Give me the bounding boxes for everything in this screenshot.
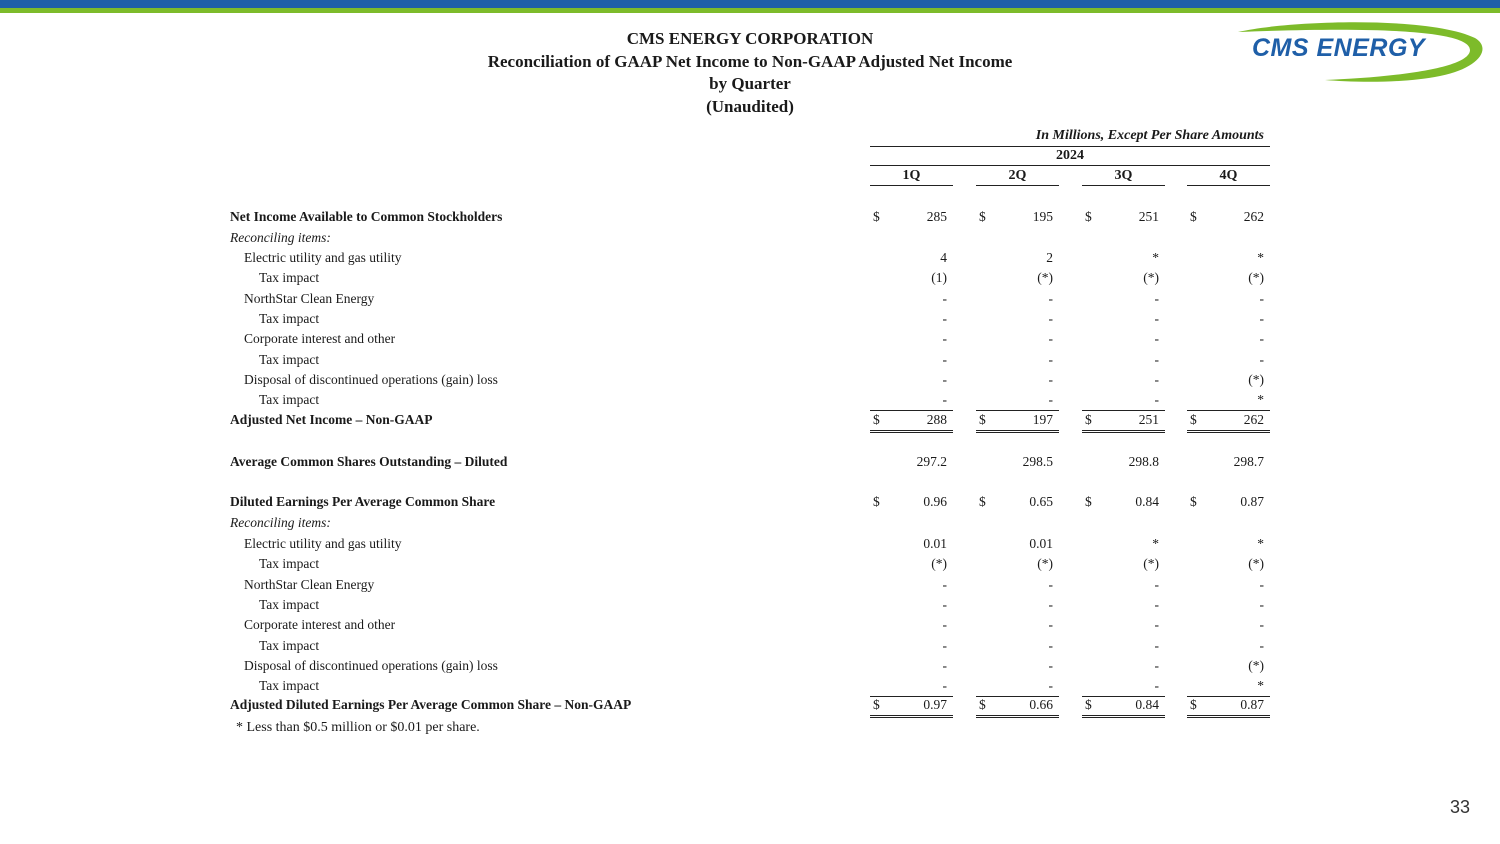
- cell-value: -: [1154, 678, 1159, 694]
- value-cell: [1082, 556, 1165, 574]
- cell-value: 298.8: [1128, 454, 1159, 469]
- cell-value: *: [1257, 392, 1264, 408]
- cell-value: -: [1048, 290, 1053, 306]
- eps-item-row: [230, 617, 1275, 637]
- value-cell: [976, 617, 1059, 635]
- cell-value: -: [1048, 576, 1053, 592]
- value-cell: [1082, 209, 1165, 227]
- cell-value: 0.01: [1029, 536, 1053, 551]
- value-cell: [976, 412, 1059, 433]
- row-label: Net Income Available to Common Stockholders: [230, 209, 503, 224]
- row-label: Tax impact: [259, 637, 320, 653]
- value-cell: [870, 311, 953, 329]
- value-cell: [1082, 291, 1165, 309]
- cell-value: -: [1048, 657, 1053, 673]
- cell-value: *: [1257, 536, 1264, 551]
- value-cell: [1187, 697, 1270, 718]
- row-label: Tax impact: [259, 270, 320, 286]
- adjusted-eps-row: [230, 697, 1275, 717]
- currency-symbol: $: [1085, 494, 1092, 509]
- cell-value: 4: [940, 250, 947, 265]
- report-header: [400, 28, 1100, 118]
- row-label: Tax impact: [259, 392, 320, 408]
- cell-value: (*): [1037, 270, 1053, 286]
- cell-value: 0.97: [923, 697, 947, 712]
- value-cell: [1187, 658, 1270, 676]
- cell-value: (*): [1143, 270, 1159, 286]
- value-cell: [976, 311, 1059, 329]
- row-label: Reconciling items:: [230, 515, 331, 530]
- cell-value: 262: [1243, 412, 1264, 427]
- cell-value: -: [1154, 371, 1159, 387]
- avg-shares-row: [230, 454, 1275, 474]
- reconciling-items-label: [230, 515, 1275, 535]
- eps-item-row: [230, 597, 1275, 617]
- cell-value: (1): [931, 270, 947, 286]
- cell-value: -: [1154, 392, 1159, 408]
- value-cell: [1187, 494, 1270, 512]
- value-cell: [1187, 331, 1270, 349]
- currency-symbol: $: [1190, 697, 1197, 712]
- income-item-row: [230, 270, 1275, 290]
- row-label: Tax impact: [259, 556, 320, 572]
- net-income-row: [230, 209, 1275, 229]
- eps-item-row: [230, 678, 1275, 698]
- value-cell: [870, 697, 953, 718]
- cell-value: -: [942, 290, 947, 306]
- value-cell: [870, 352, 953, 370]
- cell-value: -: [942, 596, 947, 612]
- currency-symbol: $: [979, 494, 986, 509]
- value-cell: [976, 209, 1059, 227]
- value-cell: [870, 331, 953, 349]
- currency-symbol: $: [979, 697, 986, 712]
- value-cell: [1187, 577, 1270, 595]
- cell-value: -: [942, 310, 947, 326]
- cell-value: 251: [1138, 209, 1159, 224]
- value-cell: [1187, 250, 1270, 268]
- value-cell: [1187, 454, 1270, 472]
- top-bar-blue: [0, 0, 1500, 8]
- value-cell: [976, 291, 1059, 309]
- currency-symbol: $: [873, 209, 880, 224]
- value-cell: [1082, 536, 1165, 554]
- value-cell: [870, 412, 953, 433]
- cell-value: 197: [1032, 412, 1053, 427]
- logo-text: CMS ENERGY: [1252, 34, 1426, 62]
- cell-value: -: [1259, 596, 1264, 612]
- eps-item-row: [230, 536, 1275, 556]
- cell-value: 298.7: [1233, 454, 1264, 469]
- value-cell: [870, 577, 953, 595]
- row-label: Average Common Shares Outstanding – Diluted: [230, 454, 508, 469]
- value-cell: [1187, 597, 1270, 615]
- quarter-header-3q: 3Q: [1082, 168, 1165, 186]
- value-cell: [976, 352, 1059, 370]
- cell-value: -: [942, 392, 947, 408]
- cell-value: -: [1154, 657, 1159, 673]
- value-cell: [1082, 392, 1165, 411]
- value-cell: [870, 597, 953, 615]
- company-name: CMS ENERGY CORPORATION: [626, 29, 874, 48]
- cell-value: 288: [926, 412, 947, 427]
- cell-value: -: [1154, 351, 1159, 367]
- currency-symbol: $: [1190, 412, 1197, 427]
- income-item-row: [230, 250, 1275, 270]
- row-label: NorthStar Clean Energy: [244, 576, 375, 592]
- currency-symbol: $: [873, 697, 880, 712]
- value-cell: [1082, 597, 1165, 615]
- row-label: Tax impact: [259, 596, 320, 612]
- value-cell: [1187, 617, 1270, 635]
- value-cell: [1082, 250, 1165, 268]
- cell-value: (*): [1248, 657, 1264, 673]
- value-cell: [870, 270, 953, 288]
- value-cell: [1082, 577, 1165, 595]
- row-label: Reconciling items:: [230, 230, 331, 245]
- currency-symbol: $: [873, 494, 880, 509]
- value-cell: [870, 250, 953, 268]
- cell-value: 0.84: [1135, 494, 1159, 509]
- currency-symbol: $: [979, 209, 986, 224]
- cell-value: 262: [1243, 209, 1264, 224]
- row-label: Tax impact: [259, 678, 320, 694]
- value-cell: [1187, 372, 1270, 390]
- cell-value: (*): [931, 556, 947, 572]
- row-label: Adjusted Net Income – Non-GAAP: [230, 412, 433, 427]
- value-cell: [976, 597, 1059, 615]
- cell-value: -: [1154, 310, 1159, 326]
- value-cell: [1187, 352, 1270, 370]
- cell-value: (*): [1248, 270, 1264, 286]
- value-cell: [870, 556, 953, 574]
- cell-value: -: [1048, 617, 1053, 633]
- row-label: Adjusted Diluted Earnings Per Average Common Share – Non-GAAP: [230, 697, 632, 712]
- cell-value: (*): [1037, 556, 1053, 572]
- row-label: Electric utility and gas utility: [244, 250, 402, 265]
- cell-value: 298.5: [1022, 454, 1053, 469]
- value-cell: [1082, 638, 1165, 656]
- value-cell: [870, 617, 953, 635]
- value-cell: [1187, 291, 1270, 309]
- cell-value: -: [1259, 310, 1264, 326]
- value-cell: [1082, 270, 1165, 288]
- value-cell: [870, 454, 953, 472]
- value-cell: [976, 494, 1059, 512]
- cell-value: -: [942, 617, 947, 633]
- currency-symbol: $: [1085, 209, 1092, 224]
- report-title: Reconciliation of GAAP Net Income to Non-GAAP Adjusted Net Income: [487, 51, 1013, 71]
- eps-item-row: [230, 638, 1275, 658]
- cell-value: 285: [926, 209, 947, 224]
- cell-value: -: [1154, 576, 1159, 592]
- value-cell: [976, 658, 1059, 676]
- cell-value: -: [1259, 576, 1264, 592]
- cell-value: -: [1259, 331, 1264, 347]
- quarter-header-4q: 4Q: [1187, 168, 1270, 186]
- cell-value: *: [1152, 250, 1159, 265]
- value-cell: [1082, 617, 1165, 635]
- value-cell: [870, 209, 953, 227]
- cell-value: -: [1259, 637, 1264, 653]
- value-cell: [1082, 678, 1165, 697]
- cell-value: 0.96: [923, 494, 947, 509]
- value-cell: [976, 250, 1059, 268]
- cell-value: (*): [1143, 556, 1159, 572]
- quarter-header-2q: 2Q: [976, 168, 1059, 186]
- value-cell: [1082, 494, 1165, 512]
- cell-value: -: [1259, 290, 1264, 306]
- value-cell: [976, 678, 1059, 697]
- cell-value: -: [1048, 310, 1053, 326]
- currency-symbol: $: [1190, 494, 1197, 509]
- row-label: Disposal of discontinued operations (gain) loss: [244, 371, 498, 387]
- value-cell: [870, 494, 953, 512]
- cell-value: 0.65: [1029, 494, 1053, 509]
- row-label: Disposal of discontinued operations (gain) loss: [244, 657, 498, 673]
- cell-value: -: [1259, 351, 1264, 367]
- eps-item-row: [230, 658, 1275, 678]
- value-cell: [870, 536, 953, 554]
- value-cell: [1187, 412, 1270, 433]
- cell-value: 0.66: [1029, 697, 1053, 712]
- page-number: 33: [1450, 797, 1471, 817]
- value-cell: [976, 556, 1059, 574]
- cell-value: -: [942, 371, 947, 387]
- currency-symbol: $: [1085, 697, 1092, 712]
- value-cell: [1187, 311, 1270, 329]
- quarter-header-1q: 1Q: [870, 168, 953, 186]
- cell-value: -: [942, 657, 947, 673]
- value-cell: [1082, 412, 1165, 433]
- cell-value: *: [1257, 250, 1264, 265]
- units-rule: [870, 146, 1270, 147]
- cell-value: 0.87: [1240, 494, 1264, 509]
- year-label: 2024: [1056, 148, 1084, 163]
- value-cell: [976, 697, 1059, 718]
- row-label: Diluted Earnings Per Average Common Share: [230, 494, 496, 509]
- income-item-row: [230, 392, 1275, 412]
- value-cell: [1082, 372, 1165, 390]
- cell-value: (*): [1248, 371, 1264, 387]
- report-note: (Unaudited): [706, 96, 794, 116]
- cell-value: 0.84: [1135, 697, 1159, 712]
- adjusted-net-income-row: [230, 412, 1275, 432]
- value-cell: [976, 577, 1059, 595]
- income-item-row: [230, 372, 1275, 392]
- cell-value: -: [942, 331, 947, 347]
- value-cell: [1187, 536, 1270, 554]
- value-cell: [1082, 311, 1165, 329]
- value-cell: [976, 270, 1059, 288]
- income-item-row: [230, 331, 1275, 351]
- value-cell: [1082, 352, 1165, 370]
- cell-value: 251: [1138, 412, 1159, 427]
- value-cell: [1187, 638, 1270, 656]
- income-item-row: [230, 311, 1275, 331]
- year-rule: [870, 165, 1270, 166]
- eps-item-row: [230, 577, 1275, 597]
- cell-value: -: [942, 678, 947, 694]
- cell-value: -: [1048, 392, 1053, 408]
- value-cell: [1082, 331, 1165, 349]
- row-label: Tax impact: [259, 310, 320, 326]
- value-cell: [870, 291, 953, 309]
- currency-symbol: $: [873, 412, 880, 427]
- value-cell: [1187, 556, 1270, 574]
- value-cell: [1187, 392, 1270, 411]
- value-cell: [1082, 658, 1165, 676]
- reconciling-items-label: [230, 230, 1275, 250]
- row-label: Tax impact: [259, 351, 320, 367]
- cell-value: 297.2: [916, 454, 947, 469]
- cell-value: -: [1048, 637, 1053, 653]
- value-cell: [870, 392, 953, 411]
- eps-item-row: [230, 556, 1275, 576]
- top-bar-green: [0, 8, 1500, 13]
- cell-value: -: [1154, 331, 1159, 347]
- cell-value: 2: [1046, 250, 1053, 265]
- value-cell: [1187, 678, 1270, 697]
- report-subtitle: by Quarter: [709, 74, 791, 93]
- row-label: NorthStar Clean Energy: [244, 290, 375, 306]
- cell-value: 0.01: [923, 536, 947, 551]
- footnote: * Less than $0.5 million or $0.01 per share.: [236, 720, 480, 735]
- value-cell: [870, 678, 953, 697]
- value-cell: [976, 638, 1059, 656]
- diluted-eps-row: [230, 494, 1275, 514]
- cell-value: -: [1154, 290, 1159, 306]
- cell-value: (*): [1248, 556, 1264, 572]
- value-cell: [976, 372, 1059, 390]
- value-cell: [976, 331, 1059, 349]
- currency-symbol: $: [979, 412, 986, 427]
- cell-value: -: [942, 637, 947, 653]
- cell-value: -: [1048, 596, 1053, 612]
- cell-value: 0.87: [1240, 697, 1264, 712]
- cell-value: 195: [1032, 209, 1053, 224]
- cell-value: -: [1154, 596, 1159, 612]
- income-item-row: [230, 352, 1275, 372]
- value-cell: [1082, 697, 1165, 718]
- income-item-row: [230, 291, 1275, 311]
- cms-energy-logo: [1230, 18, 1488, 84]
- cell-value: -: [1048, 371, 1053, 387]
- value-cell: [976, 536, 1059, 554]
- value-cell: [1082, 454, 1165, 472]
- row-label: Electric utility and gas utility: [244, 536, 402, 551]
- value-cell: [870, 658, 953, 676]
- cell-value: *: [1257, 678, 1264, 694]
- cell-value: -: [942, 576, 947, 592]
- value-cell: [870, 372, 953, 390]
- cell-value: -: [1154, 617, 1159, 633]
- currency-symbol: $: [1190, 209, 1197, 224]
- value-cell: [976, 454, 1059, 472]
- cell-value: -: [1154, 637, 1159, 653]
- value-cell: [1187, 209, 1270, 227]
- cell-value: -: [942, 351, 947, 367]
- value-cell: [1187, 270, 1270, 288]
- units-label: In Millions, Except Per Share Amounts: [1035, 128, 1264, 143]
- row-label: Corporate interest and other: [244, 331, 396, 347]
- cell-value: -: [1259, 617, 1264, 633]
- value-cell: [976, 392, 1059, 411]
- value-cell: [870, 638, 953, 656]
- row-label: Corporate interest and other: [244, 617, 396, 633]
- cell-value: -: [1048, 331, 1053, 347]
- cell-value: *: [1152, 536, 1159, 551]
- cell-value: -: [1048, 351, 1053, 367]
- currency-symbol: $: [1085, 412, 1092, 427]
- cell-value: -: [1048, 678, 1053, 694]
